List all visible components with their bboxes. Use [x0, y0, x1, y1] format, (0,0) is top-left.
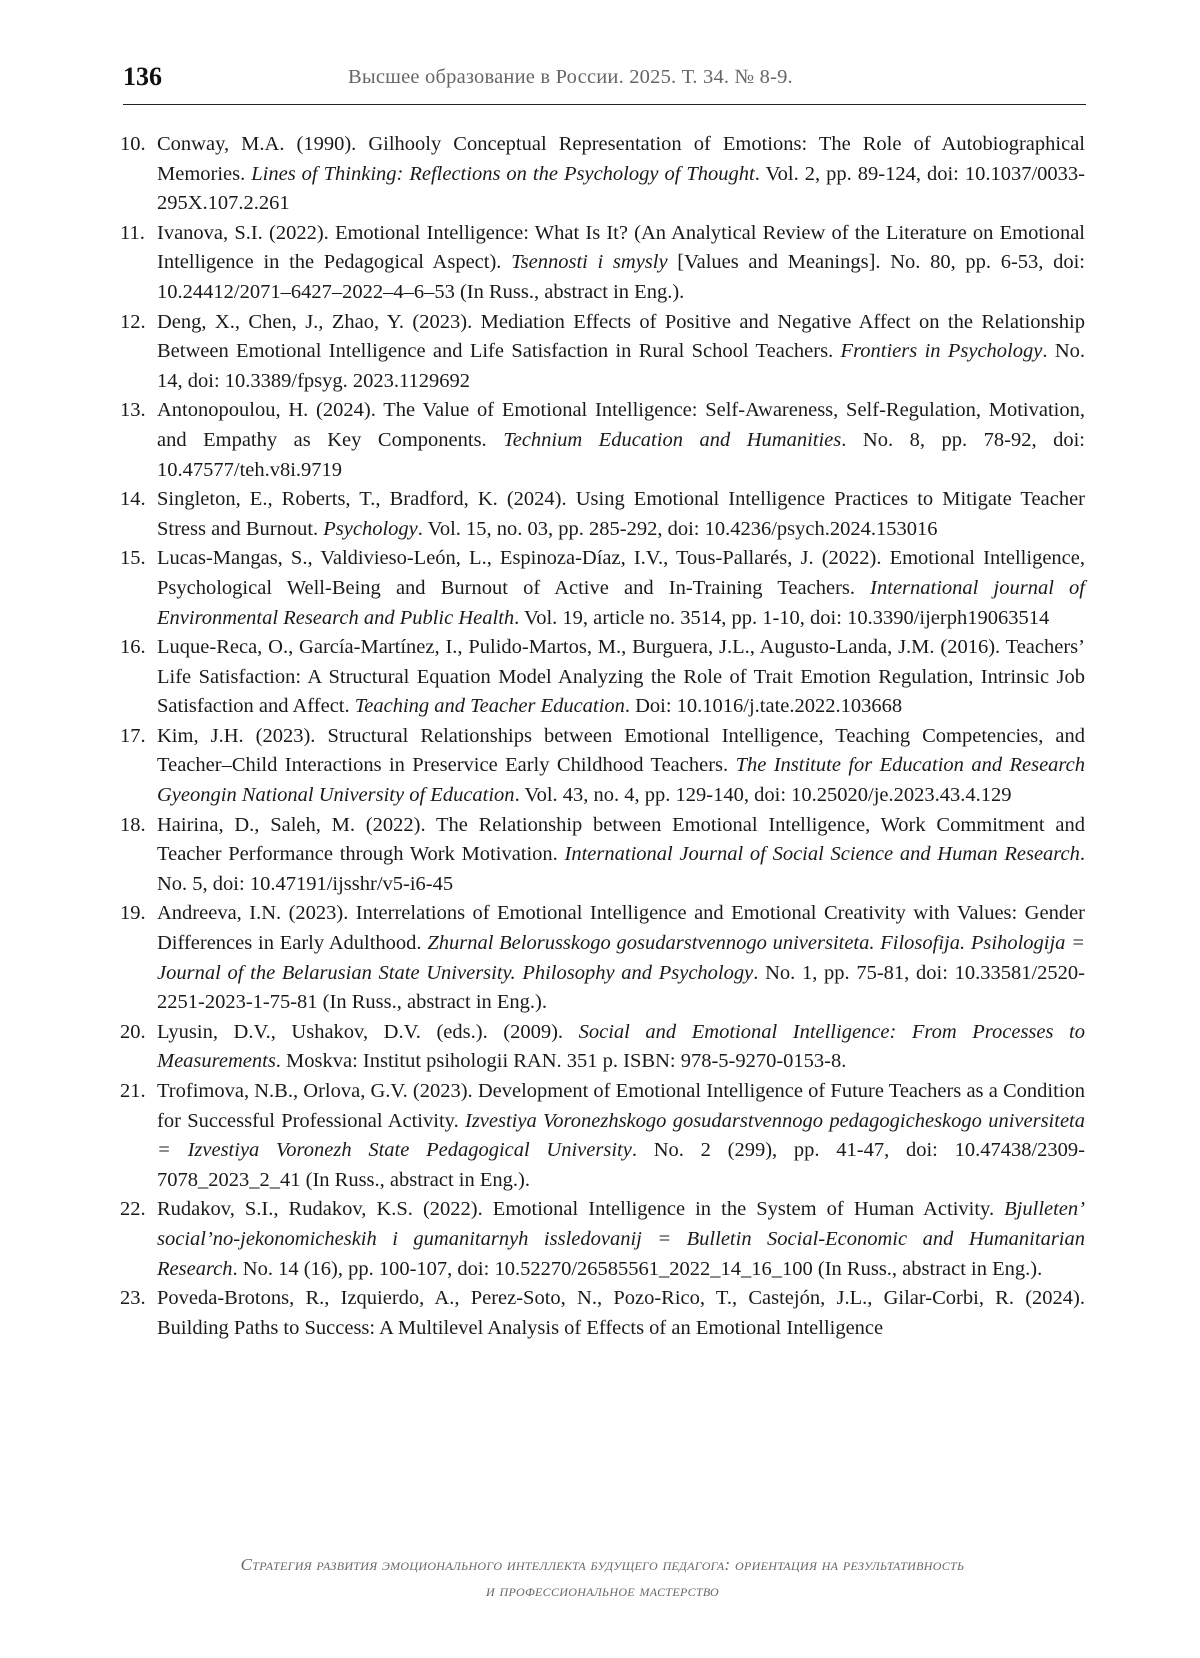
reference-source: Lines of Thinking: Reflections on the Psychology of Thought: [251, 162, 755, 185]
reference-number: 17.: [120, 724, 146, 747]
reference-text: Hairina, D., Saleh, M. (2022). The Relationship between Emotional Intelligence, Work Commitment and Teacher Performance through Work Motivation.: [157, 813, 1085, 866]
reference-source: The Institute for Education and Research Gyeongin National University of Education: [157, 754, 1086, 807]
reference-number: 23.: [120, 1287, 146, 1310]
reference-text: Antonopoulou, H. (2024). The Value of Emotional Intelligence: Self-Awareness, Self-Regulation, Motivation, and Empathy as Key Components.: [157, 399, 1085, 451]
reference-details: [Values and Meanings]. No. 80, pp. 6-53, doi: 10.24412/2071–6427–2022–4–6–53 (In Russ., abstract in Eng.).: [157, 251, 1085, 303]
reference-details: . No. 2 (299), pp. 41-47, doi: 10.47438/2309-7078_2023_2_41 (In Russ., abstract in Eng.).: [157, 1139, 1085, 1191]
reference-source: Social and Emotional Intelligence: From Processes to Measurements: [157, 1020, 1085, 1073]
reference-text: Luque-Reca, O., García-Martínez, I., Pulido-Martos, M., Burguera, J.L., Augusto-Landa, J.M. (2016). Teachers’ Life Satisfaction: A Structural Equation Model Analyzing the Role of Trait Emotion Regulation, Intrinsic Job Satisfaction and Affect.: [157, 636, 1085, 718]
reference-item: [120, 1195, 1085, 1284]
reference-item: [120, 899, 1085, 1017]
reference-source: Bjulleten’ social’no-jekonomicheskih i gumanitarnyh issledovanij = Bulletin Social-Economic and Humanitarian Research: [157, 1198, 1085, 1280]
reference-details: . No. 8, pp. 78-92, doi: 10.47577/teh.v8i.9719: [157, 428, 1085, 481]
reference-text: Ivanova, S.I. (2022). Emotional Intelligence: What Is It? (An Analytical Review of the Literature on Emotional Intelligence in the Pedagogical Aspect).: [157, 221, 1085, 274]
reference-source: Teaching and Teacher Education: [354, 695, 625, 718]
reference-details: . Vol. 19, article no. 3514, pp. 1-10, doi: 10.3390/ijerph19063514: [514, 606, 1050, 629]
reference-source: Izvestiya Voronezhskogo gosudarstvennogo pedagogicheskogo universiteta = Izvestiya Voronezh State Pedagogical University: [157, 1109, 1085, 1162]
reference-number: 10.: [120, 133, 146, 155]
reference-item: [120, 1284, 1085, 1343]
reference-source: International journal of Environmental Research and Public Health: [157, 576, 1086, 629]
reference-text: Poveda-Brotons, R., Izquierdo, A., Perez-Soto, N., Pozo-Rico, T., Castejón, J.L., Gilar-Corbi, R. (2024). Building Paths to Success: A Multilevel Analysis of Effects of an Emotional Intelligence: [157, 1287, 1085, 1339]
reference-item: [120, 219, 1085, 308]
reference-details: . Vol. 2, pp. 89-124, doi: 10.1037/0033-295X.107.2.261: [157, 162, 1085, 215]
reference-details: . No. 14, doi: 10.3389/fpsyg. 2023.1129692: [157, 340, 1086, 392]
reference-item: [120, 130, 1085, 219]
page-number: 136: [123, 62, 162, 91]
footer-article-title-line1: Стратегия развития эмоционального интеллекта будущего педагога: ориентация на результативность: [240, 1555, 965, 1574]
reference-source: International Journal of Social Science and Human Research: [564, 843, 1080, 866]
reference-details: . No. 5, doi: 10.47191/ijsshr/v5-i6-45: [157, 843, 1085, 895]
reference-item: [120, 811, 1085, 900]
reference-details: . Vol. 15, no. 03, pp. 285-292, doi: 10.4236/psych.2024.153016: [417, 517, 938, 540]
journal-running-title: Высшее образование в России. 2025. Т. 34. № 8-9.: [348, 66, 793, 88]
reference-number: 12.: [120, 310, 146, 333]
reference-text: Singleton, E., Roberts, T., Bradford, K. (2024). Using Emotional Intelligence Practices to Mitigate Teacher Stress and Burnout.: [157, 488, 1085, 540]
reference-details: . Moskva: Institut psihologii RAN. 351 p. ISBN: 978-5-9270-0153-8.: [275, 1050, 847, 1073]
reference-text: Rudakov, S.I., Rudakov, K.S. (2022). Emotional Intelligence in the System of Human Activity.: [157, 1198, 1005, 1221]
reference-details: . No. 1, pp. 75-81, doi: 10.33581/2520-2251-2023-1-75-81 (In Russ., abstract in Eng.).: [157, 961, 1086, 1014]
reference-item: [120, 722, 1085, 811]
reference-item: [120, 485, 1085, 544]
reference-source: Tsennosti i smysly: [511, 251, 668, 274]
reference-number: 18.: [120, 813, 146, 836]
reference-number: 16.: [120, 636, 146, 659]
reference-source: Technium Education and Humanities: [503, 428, 842, 451]
reference-number: 22.: [120, 1198, 146, 1221]
page-footer: [120, 1552, 1085, 1604]
reference-item: [120, 544, 1085, 633]
reference-text: Kim, J.H. (2023). Structural Relationships between Emotional Intelligence, Teaching Competencies, and Teacher–Child Interactions in Preservice Early Childhood Teachers.: [157, 724, 1085, 777]
reference-text: Deng, X., Chen, J., Zhao, Y. (2023). Mediation Effects of Positive and Negative Affect on the Relationship Between Emotional Intelligence and Life Satisfaction in Rural School Teachers.: [157, 310, 1085, 363]
reference-number: 19.: [120, 902, 146, 925]
reference-number: 20.: [120, 1020, 146, 1043]
page-header: [123, 58, 1086, 105]
reference-details: . No. 14 (16), pp. 100-107, doi: 10.52270/26585561_2022_14_16_100 (In Russ., abstract in Eng.).: [232, 1257, 1043, 1280]
reference-number: 11.: [120, 221, 145, 244]
reference-item: [120, 633, 1085, 722]
reference-number: 21.: [120, 1080, 146, 1102]
reference-details: . Doi: 10.1016/j.tate.2022.103668: [624, 695, 903, 718]
reference-item: [120, 308, 1085, 397]
reference-text: Trofimova, N.B., Orlova, G.V. (2023). Development of Emotional Intelligence of Future Teachers as a Condition for Successful Professional Activity.: [157, 1080, 1085, 1132]
footer-article-title-line2: и профессиональное мастерство: [486, 1581, 719, 1600]
reference-text: Lyusin, D.V., Ushakov, D.V. (eds.). (2009).: [157, 1020, 579, 1043]
reference-item: [120, 1018, 1085, 1077]
reference-number: 13.: [120, 399, 146, 422]
reference-number: 15.: [120, 547, 146, 570]
reference-text: Andreeva, I.N. (2023). Interrelations of Emotional Intelligence and Emotional Creativity with Values: Gender Differences in Early Adulthood.: [157, 902, 1085, 955]
reference-details: . Vol. 43, no. 4, pp. 129-140, doi: 10.25020/je.2023.43.4.129: [514, 784, 1012, 807]
reference-source: Psychology: [323, 517, 418, 540]
reference-number: 14.: [120, 488, 146, 511]
reference-text: Conway, M.A. (1990). Gilhooly Conceptual Representation of Emotions: The Role of Autobiographical Memories.: [157, 133, 1085, 185]
reference-item: [120, 1077, 1085, 1195]
reference-item: [120, 396, 1085, 485]
reference-text: Lucas-Mangas, S., Valdivieso-León, L., Espinoza-Díaz, I.V., Tous-Pallarés, J. (2022). Emotional Intelligence, Psychological Well-Being and Burnout of Active and In-Training Teachers.: [157, 547, 1085, 599]
reference-list: [120, 130, 1085, 1343]
reference-source: Zhurnal Belorusskogo gosudarstvennogo universiteta. Filosofija. Psihologija = Journal of the Belarusian State University. Philosophy and Psychology: [157, 932, 1085, 984]
reference-source: Frontiers in Psychology: [840, 340, 1043, 363]
